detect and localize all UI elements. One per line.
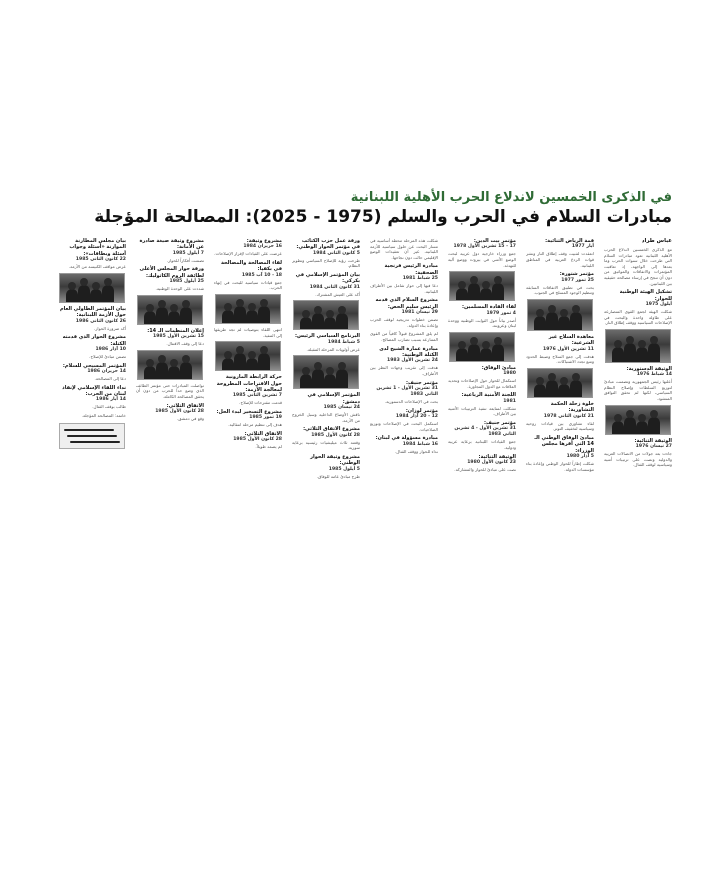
photo-figure [168,311,180,324]
article-column [214,238,282,788]
photo-figure [312,313,324,330]
timeline-entry [292,454,360,479]
article-photo [215,294,281,324]
timeline-entry [292,333,360,352]
timeline-entry [604,366,672,402]
entry-text: بحث في الإصلاحات الدستورية. [384,398,438,404]
article-photo [527,299,593,331]
timeline-entry [604,438,672,468]
photo-figure [456,288,468,301]
entry-date: 14 أيار 1986 [95,397,126,403]
article-column [448,238,516,788]
timeline-entry [136,266,204,291]
photo-figure [300,317,312,330]
photo-figure [144,366,156,379]
entry-date: 24 نيسان 1985 [323,405,360,411]
entry-text: شكلت هذه المرحلة محطة أساسية في مسار البحث عن حلول سياسية للأزمة اللبنانية، غير أن تعقيدات الوضع الإقليمي حالت دون نجاحها. [370,238,438,260]
photo-figure [168,366,180,379]
photo-figure [336,369,348,388]
calligraphy-stroke [70,441,120,443]
entry-date: 21 كانون الثاني 1978 [543,413,594,419]
entry-date: 5 آذار 1980 [566,454,594,459]
entry-title: الاتفاق الثلاثي: [166,402,204,409]
photo-figure [336,313,348,330]
entry-date: 7 أيلول 1985 [172,250,204,256]
timeline-entry [448,238,516,268]
photo-figure [324,374,336,388]
photo-figure [480,348,492,361]
timeline-entry [58,385,126,410]
entry-date: 1981 [503,398,516,404]
article-photo [527,368,593,398]
entry-date: 16 شباط 1984 [402,441,438,447]
photo-figure [324,317,336,330]
entry-title: مؤتمر جنيف: [406,379,438,386]
article-photo [293,355,359,389]
timeline-entry [214,260,282,291]
entry-date: 25 شباط 1981 [402,276,438,282]
entry-date: 29 نيسان 1981 [401,310,438,316]
timeline-entry [136,403,204,422]
timeline-entry [58,334,126,359]
photo-figure [66,289,78,302]
timeline-entry [292,392,360,423]
timeline-entry [214,327,282,338]
article-kicker: في الذكرى الخمسين لاندلاع الحرب الأهلية اللبنانية [350,190,672,205]
entry-date: 11 تشرين الأول 1976 [543,346,594,352]
timeline-entry [370,408,438,433]
entry-title: مشروع وثيقة: [246,238,282,244]
entry-title: بيان المؤتمر الإسلامي في بكركي: [295,272,360,285]
timeline-entry [604,247,672,286]
article-photo [449,271,515,301]
entry-text: عرض مواقف الكنيسة من الأزمة. [68,264,126,270]
entry-date: 14 شباط 1976 [636,372,672,378]
timeline-entry [448,392,516,417]
article-photo [137,295,203,325]
calligraphy-stroke [64,429,114,431]
entry-date: 28 كانون الأول 1985 [155,409,204,414]
entry-title: اللجنة الأمنية الرباعية: [461,392,516,399]
entry-title: لقاء المصالحة والمصالحة في بكفيا: [220,260,282,273]
photo-figure [624,343,636,362]
entry-text: بحث في تطبيق الاتفاقات السابقة وتنظيم الوجود المسلح في الجنوب. [526,284,594,296]
photo-figure [258,353,270,370]
entry-text: أكد ضرورة الحوار. [94,325,126,331]
entry-title: مبادئ الوفاق: [481,364,516,371]
article-photo [605,405,671,435]
photo-figure [612,347,624,361]
photo-figure [468,283,480,300]
entry-date: 5 أيلول 1985 [328,466,360,472]
photo-figure [558,316,570,330]
calligraphy-stroke [67,435,117,437]
photo-figure [156,307,168,324]
entry-text: أكد على العيش المشترك. [315,291,360,297]
entry-title: مؤتمر شتورة: [559,271,594,278]
entry-text: عرضت على القيادات لإقرار الإصلاحات. [214,251,282,257]
entry-text: جمع القيادات اللبنانية برعاية عربية ودولية. [448,439,516,450]
article-column [292,238,360,788]
photo-figure [570,380,582,397]
article-photo [59,273,125,303]
photo-figure [258,306,270,323]
photo-figure [480,288,492,301]
entry-date: 10 آذار 1986 [95,347,126,353]
entry-text: تضمن خطوات تدريجية لوقف الحرب وإعادة بناء الدولة. [370,317,438,328]
entry-text: لم يلق المشروع قبولاً كافياً من القوى المتنازعة بسبب تضارب المصالح. [370,331,438,342]
entry-text: مع الذكرى الخمسين لاندلاع الحرب الأهلية اللبنانية تعود مبادرات السلام التي طرحت خلال سنوات الحرب وما بعدها إلى الواجهة، إذ تعاقبت المؤتمرات والاتفاقات والمواثيق من دون أن تنجح في إرساء مصالحة حقيقية بين اللبنانيين. [604,247,672,286]
article-column [604,238,672,788]
entry-text: لم يصمد طويلاً. [255,444,282,450]
timeline-entry [448,420,516,451]
article-photo [137,350,203,380]
entry-title: الوثيقة الثنائية: [634,437,672,444]
article-column [526,238,594,788]
photo-figure [300,374,312,388]
entry-text: هدفت إلى جمع السلاح وضبط الحدود ومنع تجدد الاشتباكات. [526,353,594,365]
timeline-entry [58,363,126,382]
photo-figure [648,343,660,362]
photo-figure [456,348,468,361]
entry-date: 4 تموز 1979 [486,310,516,316]
entry-text: طرحت رؤية للإصلاح السياسي وتطوير النظام. [292,257,360,269]
entry-date: 5 كانون الثاني 1984 [313,250,360,256]
entry-title: البرنامج السياسي الرئيس: [295,333,360,340]
entry-title: مؤتمر بيت الدين: [473,238,516,244]
timeline-entry [370,263,438,294]
timeline-entry [58,306,126,331]
timeline-entry [448,304,516,329]
timeline-entry [448,365,516,390]
entry-date: أيلول 1975 [645,301,672,307]
entry-date: 18 - 10 آب 1985 [241,272,282,278]
entry-text: دعا إلى وقف الاقتتال. [166,341,204,347]
timeline-entry [292,426,360,451]
entry-text: هدف إلى تنظيم مرحلة انتقالية. [228,422,282,428]
entry-text: شكلت الهيئة لجمع القوى المتصارعة على طاولة واحدة والبحث في الإصلاحات السياسية ووقف إطلاق النار. [604,308,672,326]
article-column [370,238,438,788]
entry-text: شددت على الوحدة الوطنية. [155,286,204,292]
timeline-entry [526,401,594,432]
photo-figure [546,312,558,330]
timeline-entry [214,374,282,406]
timeline-entry [526,238,594,268]
entry-text: جمع وزراء خارجية دول عربية لبحث الوضع الأمني في بيروت ووضع آلية للتهدئة. [448,251,516,268]
photo-figure [612,421,624,434]
entry-date: 15 تشرين الأول 1985 [153,334,204,340]
photo-figure [558,384,570,397]
photo-figure [234,306,246,323]
entry-title: مشروع الاتفاق الثلاثي: [303,426,360,433]
entry-date: 26 كانون الثاني 1986 [75,318,126,324]
entry-title: تشكيل الهيئة الوطنية للحوار: [619,289,672,302]
entry-text: أصدر بياناً حول الثوابت الوطنية ووحدة لبنان وعروبته. [448,317,516,329]
entry-title: معاهدة السلاح غير الشرعية: [548,333,594,347]
entry-text: تضمن مبادئ للإصلاح. [89,354,126,360]
photo-figure [534,384,546,397]
timeline-entry [136,328,204,347]
entry-date: 19 تموز 1985 [249,415,282,421]
timeline-entry [370,238,438,260]
article-photo [293,300,359,330]
entry-title: ورقة عمل حزب الكتائب في مؤتمر الحوار الوطني: [296,238,360,251]
article-columns [52,238,672,788]
photo-figure [636,347,648,361]
timeline-entry [370,435,438,454]
photo-figure [546,380,558,397]
timeline-entry [58,238,126,270]
photo-figure [648,417,660,434]
entry-title: قمة الرياض الثنائية: [545,238,594,244]
photo-figure [468,344,480,361]
article-photo [215,341,281,371]
article-column [58,238,126,788]
entry-date: 25 أيلول 1985 [169,279,204,285]
entry-title: مشروع السلام الذي قدمه الرئيس سليم الحص: [375,297,438,310]
entry-text: استكمل البحث في الإصلاحات وتوزيع الصلاحيات. [370,420,438,432]
photo-figure [222,310,234,323]
entry-text: انتهى اللقاء بتوصيات لم تجد طريقها إلى التنفيذ. [214,327,282,338]
entry-title: مبادرة مسؤولة في لبنان: [375,435,438,442]
timeline-entry [58,413,126,419]
article-photo [605,329,671,363]
photo-figure [570,312,582,330]
timeline-entry [370,331,438,342]
entry-title: الوثيقة الدستورية: [626,365,672,372]
timeline-entry [214,238,282,257]
timeline-entry [526,435,594,472]
timeline-entry [136,383,204,400]
photo-figure [624,417,636,434]
entry-title: بيان المؤتمر الطاولي العام حول الأزمة اللبنانية: [59,305,126,319]
entry-title: مبادرة الرئيس فرنجية الصحفية: [384,263,438,276]
timeline-entry [526,271,594,296]
entry-title: مؤتمر لوزان: [405,407,438,414]
entry-title: مشروع التسخير لبدء الحل: [216,409,282,415]
entry-text: انعقدت لتثبيت وقف إطلاق النار ونشر قوات الردع العربية في المناطق اللبنانية. [526,251,594,268]
entry-date: 5 شباط 1984 [327,339,360,345]
entry-date: أيار 1977 [571,244,594,250]
entry-text: عرض أولويات المرحلة المقبلة. [306,346,360,352]
entry-date: 25 تموز 1977 [561,277,594,283]
entry-text: لقاء تشاوري بين قيادات روحية وسياسية لتخفيف التوتر. [526,420,594,432]
entry-date: 31 تشرين الأول - 4 تشرين الثاني 1983 [454,426,516,438]
entry-date: 14 حزيران 1986 [87,369,126,375]
entry-text: تشكلت لمتابعة تنفيذ الترتيبات الأمنية بين الأطراف. [448,405,516,417]
entry-text: وقع في دمشق. [176,416,204,421]
entry-text: خاتمة: المصالحة المؤجلة. [81,413,126,419]
photo-figure [78,285,90,302]
photo-figure [246,310,258,323]
entry-title: لقاء القادة المسلمين: [462,304,516,311]
entry-date: 7 تشرين الثاني 1985 [232,393,282,399]
photo-figure [180,362,192,379]
entry-title: مبادئ الوفاق الوطني الـ 14 التي أقرها مجلس الوزراء: [534,434,594,454]
entry-text: تضمنت أفكاراً للحوار. [166,257,204,263]
entry-date: 27 نيسان 1976 [635,443,672,449]
entry-text: أعلنها رئيس الجمهورية وتضمنت مبادئ لتوزيع السلطات وإصلاح النظام السياسي، لكنها لم تحقق التوافق المنشود. [604,379,672,401]
photo-figure [492,283,504,300]
entry-date: 16 حزيران 1984 [243,244,282,250]
photo-figure [156,362,168,379]
entry-text: دعا فيها إلى حوار شامل بين الأطراف اللبنانية. [370,283,438,294]
entry-date: 23 كانون الأول 1980 [467,459,516,465]
photo-figure [246,358,258,371]
entry-date: 28 كانون الأول 1985 [233,437,282,443]
photo-figure [312,369,324,388]
entry-date: 28 كانون الأول 1985 [311,432,360,438]
entry-text: تواصلت المبادرات حتى مؤتمر الطائف الذي وضع حداً للحرب من دون أن يحقق المصالحة الكاملة. [136,382,204,399]
photo-figure [102,285,114,302]
article-headline: مبادرات السلام في الحرب والسلم (1975 - 2025): المصالحة المؤجلة [94,207,672,227]
entry-title: نداء اللقاء الإسلامي لإنقاذ لبنان من الحرب: [62,384,126,398]
entry-date: 17 - 15 تشرين الأول 1978 [453,244,516,250]
timeline-entry [292,272,360,297]
photo-figure [492,344,504,361]
entry-text: قدمت مقترحات للإصلاح. [239,400,282,406]
entry-title: ورقة حوار المجلس الأعلى لطائفة الروم الكاثوليك: [139,266,204,279]
photo-figure [534,316,546,330]
article-byline: عباس طراد [641,238,672,244]
entry-date: 12 - 20 آذار 1984 [395,413,438,419]
entry-text: نداء للحوار ووقف القتال. [394,448,438,454]
photo-figure [180,307,192,324]
entry-title: مؤتمر جنيف: [484,419,516,426]
calligraphy-image [59,423,125,449]
photo-figure [90,289,102,302]
timeline-entry [370,297,438,328]
entry-date: 1980 [503,371,516,377]
entry-date: 31 تشرين الأول - 1 تشرين الثاني 1983 [376,385,438,397]
timeline-entry [292,238,360,269]
entry-text: طالب بوقف القتال. [92,404,126,410]
entry-text: شكلت إطاراً للحوار الوطني وإعادة بناء مؤسسات الدولة. [526,461,594,472]
entry-text: ناقش الأوضاع الداخلية وسبل الخروج من الأزمة. [292,412,360,423]
entry-text: طرح مبادئ عامة للوفاق. [316,473,360,479]
entry-text: دعا إلى المصالحة. [94,376,126,382]
photo-figure [144,311,156,324]
entry-title: الوثيقة الثنائية: [478,453,516,460]
entry-title: مشروع وثيقة صيغة صادرة عن الأمانة: [139,238,204,251]
timeline-entry [136,238,204,263]
entry-title: المؤتمر الإسلامي في دمشق: [307,392,360,405]
entry-title: مبادرة عمارة الشيخ لدى الكتلة الوطنية: [379,345,438,358]
entry-date: 31 كانون الثاني 1984 [309,284,360,290]
entry-text: استكمال للحوار حول الإصلاحات وتحديد العلاقات مع الدول المجاورة. [448,378,516,389]
timeline-entry [214,409,282,428]
entry-title: المؤتمر المسيحي للسلام: [62,362,126,369]
entry-text: هدفت إلى تقريب وجهات النظر بين الأطراف. [370,365,438,376]
entry-title: مشروع وثيقة الحوار الوطني: [310,454,360,467]
timeline-entry [370,346,438,377]
photo-figure [222,358,234,371]
entry-title: إعلان المنظمات الـ 14: [147,327,204,334]
entry-date: 22 كانون الثاني 1985 [75,257,126,263]
timeline-entry [448,454,516,473]
entry-title: خلوة زحلة الحكمة التشاورية: [550,400,594,414]
entry-title: مشروع الحوار الذي قدمته الكتلة: [62,334,126,347]
article-photo [449,332,515,362]
timeline-entry [604,289,672,326]
timeline-entry [214,431,282,450]
timeline-entry [526,334,594,365]
entry-title: بيان مجلس المطارنة الموارنة «أسئلة وجواب أسئلة وبطاقات»: [69,238,126,257]
entry-text: نصت على مبادئ للحوار والمشاركة. [454,466,516,472]
photo-figure [234,353,246,370]
photo-figure [636,421,648,434]
entry-title: الاتفاق الثلاثي: [244,431,282,437]
article-page [52,190,672,790]
entry-title: حركة الرابطة المارونية حول الاقتراحات المطروحة لمعالجة الأزمة: [216,374,282,393]
entry-text: جمع قيادات سياسية للبحث في إنهاء الحرب. [214,279,282,291]
entry-text: جاءت بعد جولات من الاتصالات العربية والدولية ونصت على ترتيبات أمنية وسياسية لوقف القتال. [604,450,672,468]
entry-date: 24 تشرين الأول 1983 [387,358,438,364]
article-column [136,238,204,788]
entry-text: وقعته ثلاث ميليشيات رئيسية برعاية سورية. [292,439,360,451]
timeline-entry [370,380,438,405]
